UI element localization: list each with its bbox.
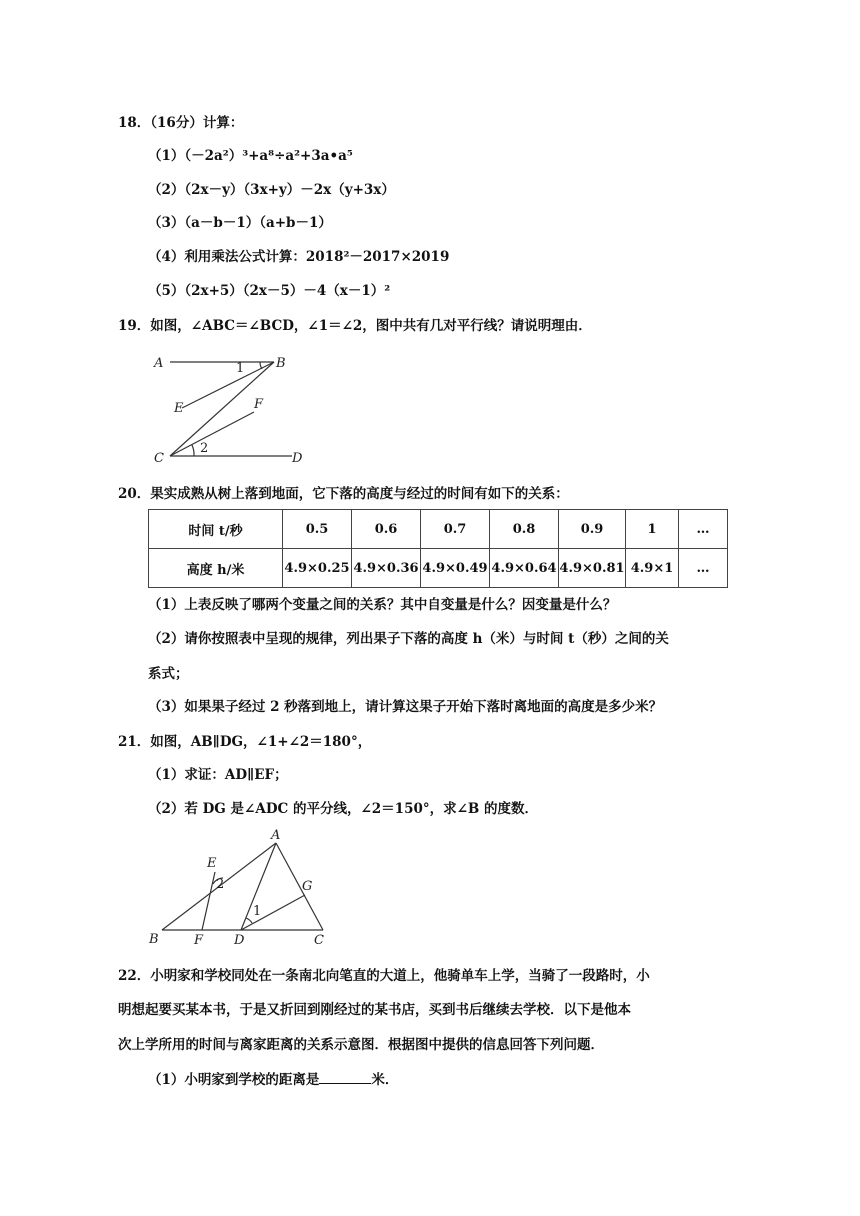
table-header-height: 高度 h/米 [149, 549, 283, 588]
table-cell: 0.8 [490, 510, 559, 549]
table-cell: … [679, 510, 728, 549]
q18-item-1: （1）（－2a²）³+a⁸÷a²+3a•a⁵ [148, 148, 353, 164]
table-cell: 0.9 [559, 510, 626, 549]
q21-figure [145, 826, 345, 950]
table-cell: 4.9×0.49 [421, 549, 490, 588]
table-cell: 0.5 [283, 510, 352, 549]
label-C: C [154, 451, 164, 466]
angle-2-label: 2 [200, 441, 209, 456]
q22-line-3: 次上学所用的时间与离家距离的关系示意图．根据图中提供的信息回答下列问题． [118, 1037, 604, 1053]
q19-figure [150, 350, 320, 468]
q21-item-1: （1）求证：AD∥EF； [148, 767, 288, 783]
answer-blank[interactable] [319, 1069, 371, 1084]
table-cell: 1 [626, 510, 679, 549]
label-E: E [174, 401, 184, 416]
table-cell: 4.9×0.36 [352, 549, 421, 588]
q18-item-3: （3）（a－b－1）（a+b－1） [148, 215, 332, 231]
label-D: D [292, 451, 303, 466]
q22-line-2: 明想起要买某本书，于是又折回到刚经过的某书店，买到书后继续去学校．以下是他本 [118, 1002, 631, 1018]
q20-item-1: （1）上表反映了哪两个变量之间的关系？其中自变量是什么？因变量是什么？ [148, 597, 617, 613]
q19-title: 19．如图，∠ABC＝∠BCD，∠1＝∠2，图中共有几对平行线？请说明理由． [118, 318, 592, 334]
table-cell: 4.9×0.25 [283, 549, 352, 588]
q20-item-2: （2）请你按照表中呈现的规律，列出果子下落的高度 h（米）与时间 t（秒）之间的关 [148, 631, 669, 647]
table-cell: 4.9×0.81 [559, 549, 626, 588]
q20-item-3: （3）如果果子经过 2 秒落到地上，请计算这果子开始下落时离地面的高度是多少米？ [148, 699, 663, 715]
label-E: E [207, 856, 217, 871]
label-D: D [234, 933, 245, 948]
table-cell: 0.7 [421, 510, 490, 549]
q21-item-2: （2）若 DG 是∠ADC 的平分线，∠2＝150°，求∠B 的度数． [148, 801, 539, 817]
q20-table [148, 509, 728, 588]
label-B: B [276, 356, 286, 371]
q22-item-1 [148, 1069, 398, 1090]
table-cell: 4.9×1 [626, 549, 679, 588]
angle-1-label: 1 [253, 904, 262, 919]
q18-title: 18．（16分）计算： [118, 115, 244, 131]
angle-2-label: 2 [216, 877, 225, 892]
angle-1-label: 1 [236, 361, 245, 376]
label-A: A [154, 356, 164, 371]
q21-title: 21．如图，AB∥DG，∠1+∠2＝180°， [118, 734, 372, 750]
q22-item-1-prefix: （1）小明家到学校的距离是 [148, 1072, 320, 1088]
table-cell: 4.9×0.64 [490, 549, 559, 588]
label-F: F [194, 933, 204, 948]
table-header-time: 时间 t/秒 [149, 510, 283, 549]
label-F: F [254, 397, 264, 412]
table-cell: … [679, 549, 728, 588]
q18-item-4: （4）利用乘法公式计算：2018²－2017×2019 [148, 249, 450, 265]
q18-item-5: （5）（2x+5）（2x－5）－4（x－1）² [148, 283, 391, 299]
label-B: B [149, 932, 159, 947]
table-row-height [149, 549, 728, 588]
q18-item-2: （2）（2x－y）（3x+y）－2x（y+3x） [148, 182, 395, 198]
q22-item-1-suffix: 米． [371, 1072, 399, 1088]
table-cell: 0.6 [352, 510, 421, 549]
table-row-time [149, 510, 728, 549]
label-A: A [271, 828, 281, 843]
label-C: C [314, 933, 324, 948]
label-G: G [302, 879, 313, 894]
q20-title: 20．果实成熟从树上落到地面，它下落的高度与经过的时间有如下的关系： [118, 486, 569, 502]
q22-line-1: 22．小明家和学校同处在一条南北向笔直的大道上，他骑单车上学，当骑了一段路时，小 [118, 968, 650, 984]
q20-item-2-cont: 系式； [148, 666, 189, 682]
